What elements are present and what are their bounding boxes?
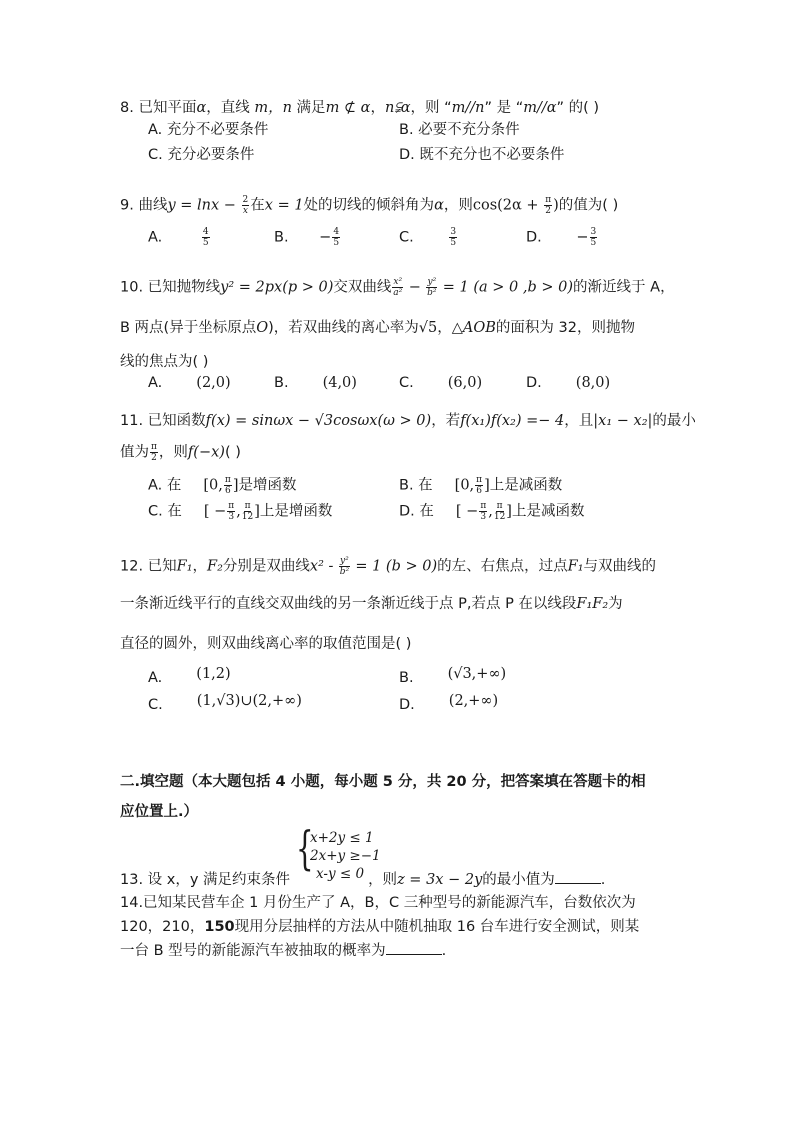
q12-option-a: A. (1,2) [148,666,231,686]
q8-option-c: C. 充分必要条件 [148,147,255,163]
q11-option-b: B. 在 [0, $\frac{\pi}{6}$ ]上是减函数 [399,475,563,496]
q12-stem-line3: 直径的圆外，则双曲线离心率的取值范围是( ) [120,636,412,652]
q14-line1: 14.已知某民营车企 1 月份生产了 A，B，C 三种型号的新能源汽车，台数依次为 [120,895,636,911]
q14-line2: 120，210，150现用分层抽样的方法从中随机抽取 16 台车进行安全测试，则某 [120,919,640,935]
q8-stem: 8. 已知平面α，直线 m，n 满足m ⊄ α，n⫋α，则 “m//n” 是 “m//α” 的( ) [120,100,600,116]
section2-heading-line1: 二.填空题（本大题包括 4 小题，每小题 5 分，共 20 分，把答案填在答题卡的相 [120,774,646,790]
q9-option-a: A. $\frac{4}{5}$ [148,227,209,248]
q13-system-brace: { [296,821,314,875]
q10-option-b: B. (4,0) [274,375,357,391]
q10-stem-line3: 线的焦点为( ) [120,354,209,370]
q12-stem-line2: 一条渐近线平行的直线交双曲线的另一条渐近线于点 P,若点 P 在以线段F₁F₂为 [120,596,623,612]
q9-stem: 9. 曲线y = lnx − $\frac{2}{x}$ 在x = 1处的切线的倾斜角为α，则cos(2α + $\frac{\pi}{2}$ )的值为( ) [120,195,619,216]
q8-option-a: A. 充分不必要条件 [148,122,269,138]
q13-constraint-1: x+2y ≤ 1 [310,830,374,846]
q11-stem-line1: 11. 已知函数f(x) = sinωx − √3cosωx(ω > 0)，若f(x₁)f(x₂) =− 4，且|x₁ − x₂|的最小 [120,413,696,429]
q9-option-d: D. − $\frac{3}{5}$ [526,227,597,248]
q11-option-d: D. 在 [ − $\frac{\pi}{3}$ , $\frac{\pi}{12}$ ]上是减函数 [399,501,585,522]
q10-option-d: D. (8,0) [526,375,611,391]
q13-answer-blank[interactable] [555,883,601,884]
q14-answer-blank[interactable] [386,954,442,955]
q11-option-a: A. 在 [0, $\frac{\pi}{6}$ ]是增函数 [148,475,297,496]
q12-option-d: D. (2,+∞) [399,693,499,713]
q10-stem-line1: 10. 已知抛物线y² = 2px(p > 0)交双曲线 $\frac{\text{x²}}{\text{a²}}$ − $\frac{\text{y²}}{\text{b²}}$ = 1 (a > 0 ,b > 0)的渐近线于 A， [120,277,675,298]
q10-stem-line2: B 两点(异于坐标原点O)，若双曲线的离心率为√5，△AOB的面积为 32，则抛物 [120,320,635,336]
q13-stem: 13. 设 x，y 满足约束条件 ，则z = 3x − 2y的最小值为 . [120,872,606,888]
q8-option-b: B. 必要不充分条件 [399,122,520,138]
q12-stem-line1: 12. 已知F₁，F₂分别是双曲线x² - $\frac{\text{y²}}{\text{b²}}$ = 1 (b > 0)的左、右焦点，过点F₁与双曲线的 [120,556,657,577]
q8-option-d: D. 既不充分也不必要条件 [399,147,565,163]
q9-fraction: $\frac{2}{x}$ [242,195,249,216]
q9-option-c: C. $\frac{3}{5}$ [399,227,457,248]
q10-option-c: C. (6,0) [399,375,483,391]
q11-stem-line2: 值为 $\frac{\pi}{2}$ ，则f(−x)( ) [120,442,241,463]
section2-heading-line2: 应位置上.） [120,804,199,820]
q9-option-b: B. − $\frac{4}{5}$ [274,227,340,248]
q12-option-c: C. (1,√3)∪(2,+∞) [148,693,302,713]
q10-option-a: A. (2,0) [148,375,231,391]
q11-option-c: C. 在 [ − $\frac{\pi}{3}$ , $\frac{\pi}{12}$ ]上是增函数 [148,501,333,522]
q13-constraint-2: 2x+y ≥−1 [310,848,381,864]
q12-option-b: B. (√3,+∞) [399,666,507,686]
q14-line3: 一台 B 型号的新能源汽车被抽取的概率为 . [120,943,447,959]
q13-constraint-3: x-y ≤ 0 [316,866,365,882]
